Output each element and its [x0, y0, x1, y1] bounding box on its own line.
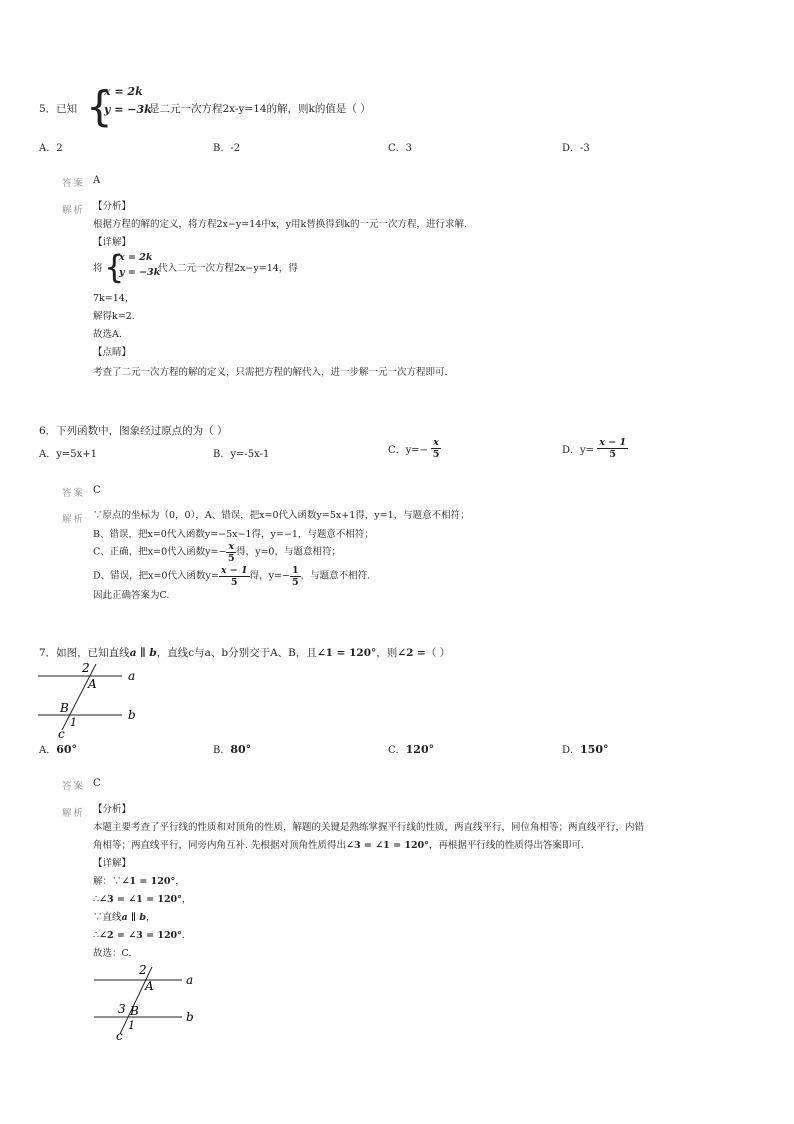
q5-analysis-l1: 【分析】 — [93, 201, 132, 212]
q5-analysis-l8: 考查了二元一次方程的解的定义，只需把方程的解代入，进一步解一元一次方程即可. — [93, 367, 448, 378]
q7-label-1: 1 — [70, 716, 77, 729]
q7-s3-prefix: ∵直线 — [93, 912, 122, 923]
q7-sol-label-1: 1 — [128, 1019, 135, 1032]
q7-stem-prefix: 7．如图，已知直线 — [39, 647, 130, 659]
q7-s1-math: ∠1 = 120° — [121, 876, 176, 887]
q7-step-3 — [93, 909, 155, 927]
q6-option-d-fraction — [597, 437, 628, 460]
q6-stem: 6．下列函数中，图象经过原点的为（ ） — [39, 425, 228, 437]
q7-option-a-value: 60° — [56, 743, 78, 756]
q7-s2-prefix: ∴ — [93, 894, 100, 905]
q5-analysis-l5: 解得k=2. — [93, 311, 135, 322]
q6-option-d[interactable] — [562, 437, 628, 460]
q6-l4-mid: 得，y=− — [249, 570, 290, 582]
q6-l4-suffix: ，与题意不相符. — [300, 570, 371, 582]
q6-l4-prefix: D、错误，把x=0代入函数y= — [93, 570, 219, 582]
q7-solution-figure — [90, 962, 200, 1042]
q7-sol-label-3: 3 — [118, 1002, 126, 1016]
q7-a3-math: ∠3 = ∠1 = 120° — [346, 840, 429, 851]
q7-stem-math1: a ∥ b — [129, 647, 157, 659]
q5-answer: A — [93, 175, 101, 186]
q7-s4-prefix: ∴ — [93, 930, 100, 941]
q5-analysis-l3: 【详解】 — [93, 237, 132, 248]
q7-step-2 — [93, 891, 191, 909]
q5-option-b[interactable]: B．-2 — [213, 143, 241, 154]
q7-label-a: a — [128, 669, 136, 683]
q7-analysis-l4: 【详解】 — [93, 858, 132, 869]
q7-option-a[interactable] — [39, 741, 77, 756]
q7-answer-label: 答案 — [62, 781, 86, 792]
q6-option-c-prefix: C．y=− — [388, 445, 429, 456]
q6-l3-suffix: 得，y=0，与题意相符； — [236, 546, 341, 558]
q7-analysis-l3 — [93, 837, 584, 855]
q7-option-a-prefix: A． — [39, 745, 57, 756]
q5-sub-system — [119, 251, 160, 279]
q7-s1-suffix: ， — [175, 876, 185, 887]
q7-option-d-value: 150° — [580, 743, 609, 756]
q7-option-d[interactable] — [562, 741, 609, 756]
q7-line-c — [62, 664, 96, 730]
q7-s2-math: ∠3 = ∠1 = 120° — [99, 894, 182, 905]
q5-sub-eq2: y = −3k — [119, 267, 161, 278]
q6-l4-den: 5 — [230, 577, 238, 588]
q7-step-5: 故选：C. — [93, 948, 132, 959]
q7-option-b[interactable] — [213, 741, 251, 756]
q6-l3-num: x — [228, 541, 235, 552]
q7-analysis-l1: 【分析】 — [93, 804, 132, 815]
q7-answer: C — [93, 778, 101, 789]
q7-a3-suffix: ，再根据平行线的性质得出答案即可. — [428, 840, 584, 851]
q7-step-1 — [93, 873, 185, 891]
q5-analysis-l2: 根据方程的解的定义，将方程2x−y=14中x，y用k替换得到k的一元一次方程，进行求解. — [93, 219, 468, 230]
q6-option-a[interactable]: A．y=5x+1 — [39, 449, 97, 460]
q5-sub-brace: { — [104, 248, 125, 286]
q6-analysis-label: 解析 — [62, 514, 86, 525]
q7-s4-math: ∠2 = ∠3 = 120° — [99, 930, 182, 941]
q7-stem-mid2: ，则 — [376, 647, 398, 659]
q5-system — [104, 84, 152, 118]
q6-l3-prefix: C、正确，把x=0代入函数y=− — [93, 546, 227, 558]
q6-option-c-den: 5 — [432, 449, 440, 460]
q5-option-a[interactable]: A．2 — [39, 143, 63, 154]
q7-option-c-prefix: C． — [388, 745, 406, 756]
q6-l4-num: x − 1 — [220, 565, 248, 576]
q6-analysis-l4 — [93, 565, 370, 588]
q7-label-b: b — [128, 708, 136, 722]
q6-l3-fraction — [226, 541, 236, 564]
q6-l3-den: 5 — [227, 553, 235, 564]
q6-l4-fraction2 — [290, 565, 301, 588]
q7-stem-suffix: （ ） — [425, 647, 451, 659]
q6-answer-label: 答案 — [62, 488, 86, 499]
q6-l4-den2: 5 — [291, 577, 299, 588]
q7-stem-math3: ∠2 = — [397, 647, 426, 659]
q5-analysis-label: 解析 — [62, 205, 86, 216]
q7-option-b-prefix: B． — [213, 745, 231, 756]
q7-option-c-value: 120° — [405, 743, 435, 756]
q6-l4-fraction — [219, 565, 250, 588]
q6-option-d-prefix: D．y= — [562, 445, 595, 456]
q5-prefix: 5．已知 — [39, 103, 78, 115]
q5-sub-suffix: 代入二元一次方程2x−y=14，得 — [158, 263, 298, 274]
q6-l4-num2: 1 — [291, 565, 299, 576]
q7-s1-prefix: 解：∵ — [93, 876, 122, 887]
q7-option-c[interactable] — [388, 741, 434, 756]
q6-analysis-l3 — [93, 541, 341, 564]
q7-s2-suffix: ， — [181, 894, 192, 905]
q7-sol-label-A: A — [145, 979, 154, 993]
q7-figure — [34, 660, 144, 740]
q7-s3-math: a ∥ b — [121, 912, 146, 923]
q6-option-c-fraction — [431, 437, 441, 460]
q6-option-b[interactable]: B．y=-5x-1 — [213, 449, 270, 460]
q5-option-c[interactable]: C．3 — [388, 143, 413, 154]
q7-label-2: 2 — [82, 661, 90, 675]
q7-option-b-value: 80° — [230, 743, 252, 756]
q7-stem-math2: ∠1 = 120° — [316, 647, 377, 659]
q7-label-A: A — [88, 677, 97, 691]
q6-analysis-l2: B、错误，把x=0代入函数y=−5x−1得，y=−1，与题意不相符； — [93, 529, 374, 540]
q5-option-d[interactable]: D．-3 — [562, 143, 590, 154]
q6-option-d-den: 5 — [609, 449, 616, 460]
q5-suffix: 是二元一次方程2x-y=14的解，则k的值是（ ） — [149, 103, 371, 115]
q5-brace: { — [86, 82, 113, 131]
q7-option-d-prefix: D． — [562, 745, 581, 756]
q7-sol-label-2: 2 — [139, 963, 147, 977]
q7-sol-label-b: b — [186, 1010, 194, 1024]
q7-step-4 — [93, 927, 185, 945]
q7-sol-label-B: B — [130, 1004, 139, 1018]
q5-sub-prefix: 将 — [93, 263, 103, 274]
q7-label-B: B — [60, 701, 69, 715]
q7-sol-label-a: a — [186, 973, 194, 987]
q5-eq2: y = −3k — [104, 103, 152, 116]
q7-label-c: c — [58, 727, 65, 740]
q7-sol-label-c: c — [116, 1029, 123, 1042]
q5-answer-label: 答案 — [62, 178, 86, 189]
q6-option-c-num: x — [433, 437, 439, 448]
q7-stem — [39, 645, 450, 660]
q5-eq1: x = 2k — [104, 85, 143, 98]
q5-sub-eq1: x = 2k — [119, 252, 153, 263]
q6-option-d-num: x − 1 — [599, 437, 627, 448]
q7-stem-mid: ，直线c与a、b分别交于A、B，且 — [156, 647, 317, 659]
q5-analysis-l6: 故选A. — [93, 329, 122, 340]
q6-analysis-l5: 因此正确答案为C. — [93, 590, 170, 601]
q7-s3-suffix: ， — [145, 912, 156, 923]
q6-answer: C — [93, 485, 101, 496]
q7-analysis-l2: 本题主要考查了平行线的性质和对顶角的性质，解题的关键是熟练掌握平行线的性质，两直线平行，同位角相等；两直线平行，内错 — [93, 822, 645, 833]
q7-a3-prefix: 角相等；两直线平行，同旁内角互补. 先根据对顶角性质得出 — [93, 840, 347, 851]
q7-analysis-label: 解析 — [62, 808, 86, 819]
q6-option-c[interactable] — [388, 437, 441, 460]
q7-sol-line-c — [120, 967, 152, 1034]
q6-analysis-l1: ∵原点的坐标为（0，0），A、错误，把x=0代入函数y=5x+1得，y=1，与题意不相符； — [93, 510, 470, 521]
q5-analysis-l4: 7k=14， — [93, 293, 135, 304]
q7-s4-suffix: . — [181, 930, 185, 941]
q5-analysis-l7: 【点睛】 — [93, 347, 132, 358]
